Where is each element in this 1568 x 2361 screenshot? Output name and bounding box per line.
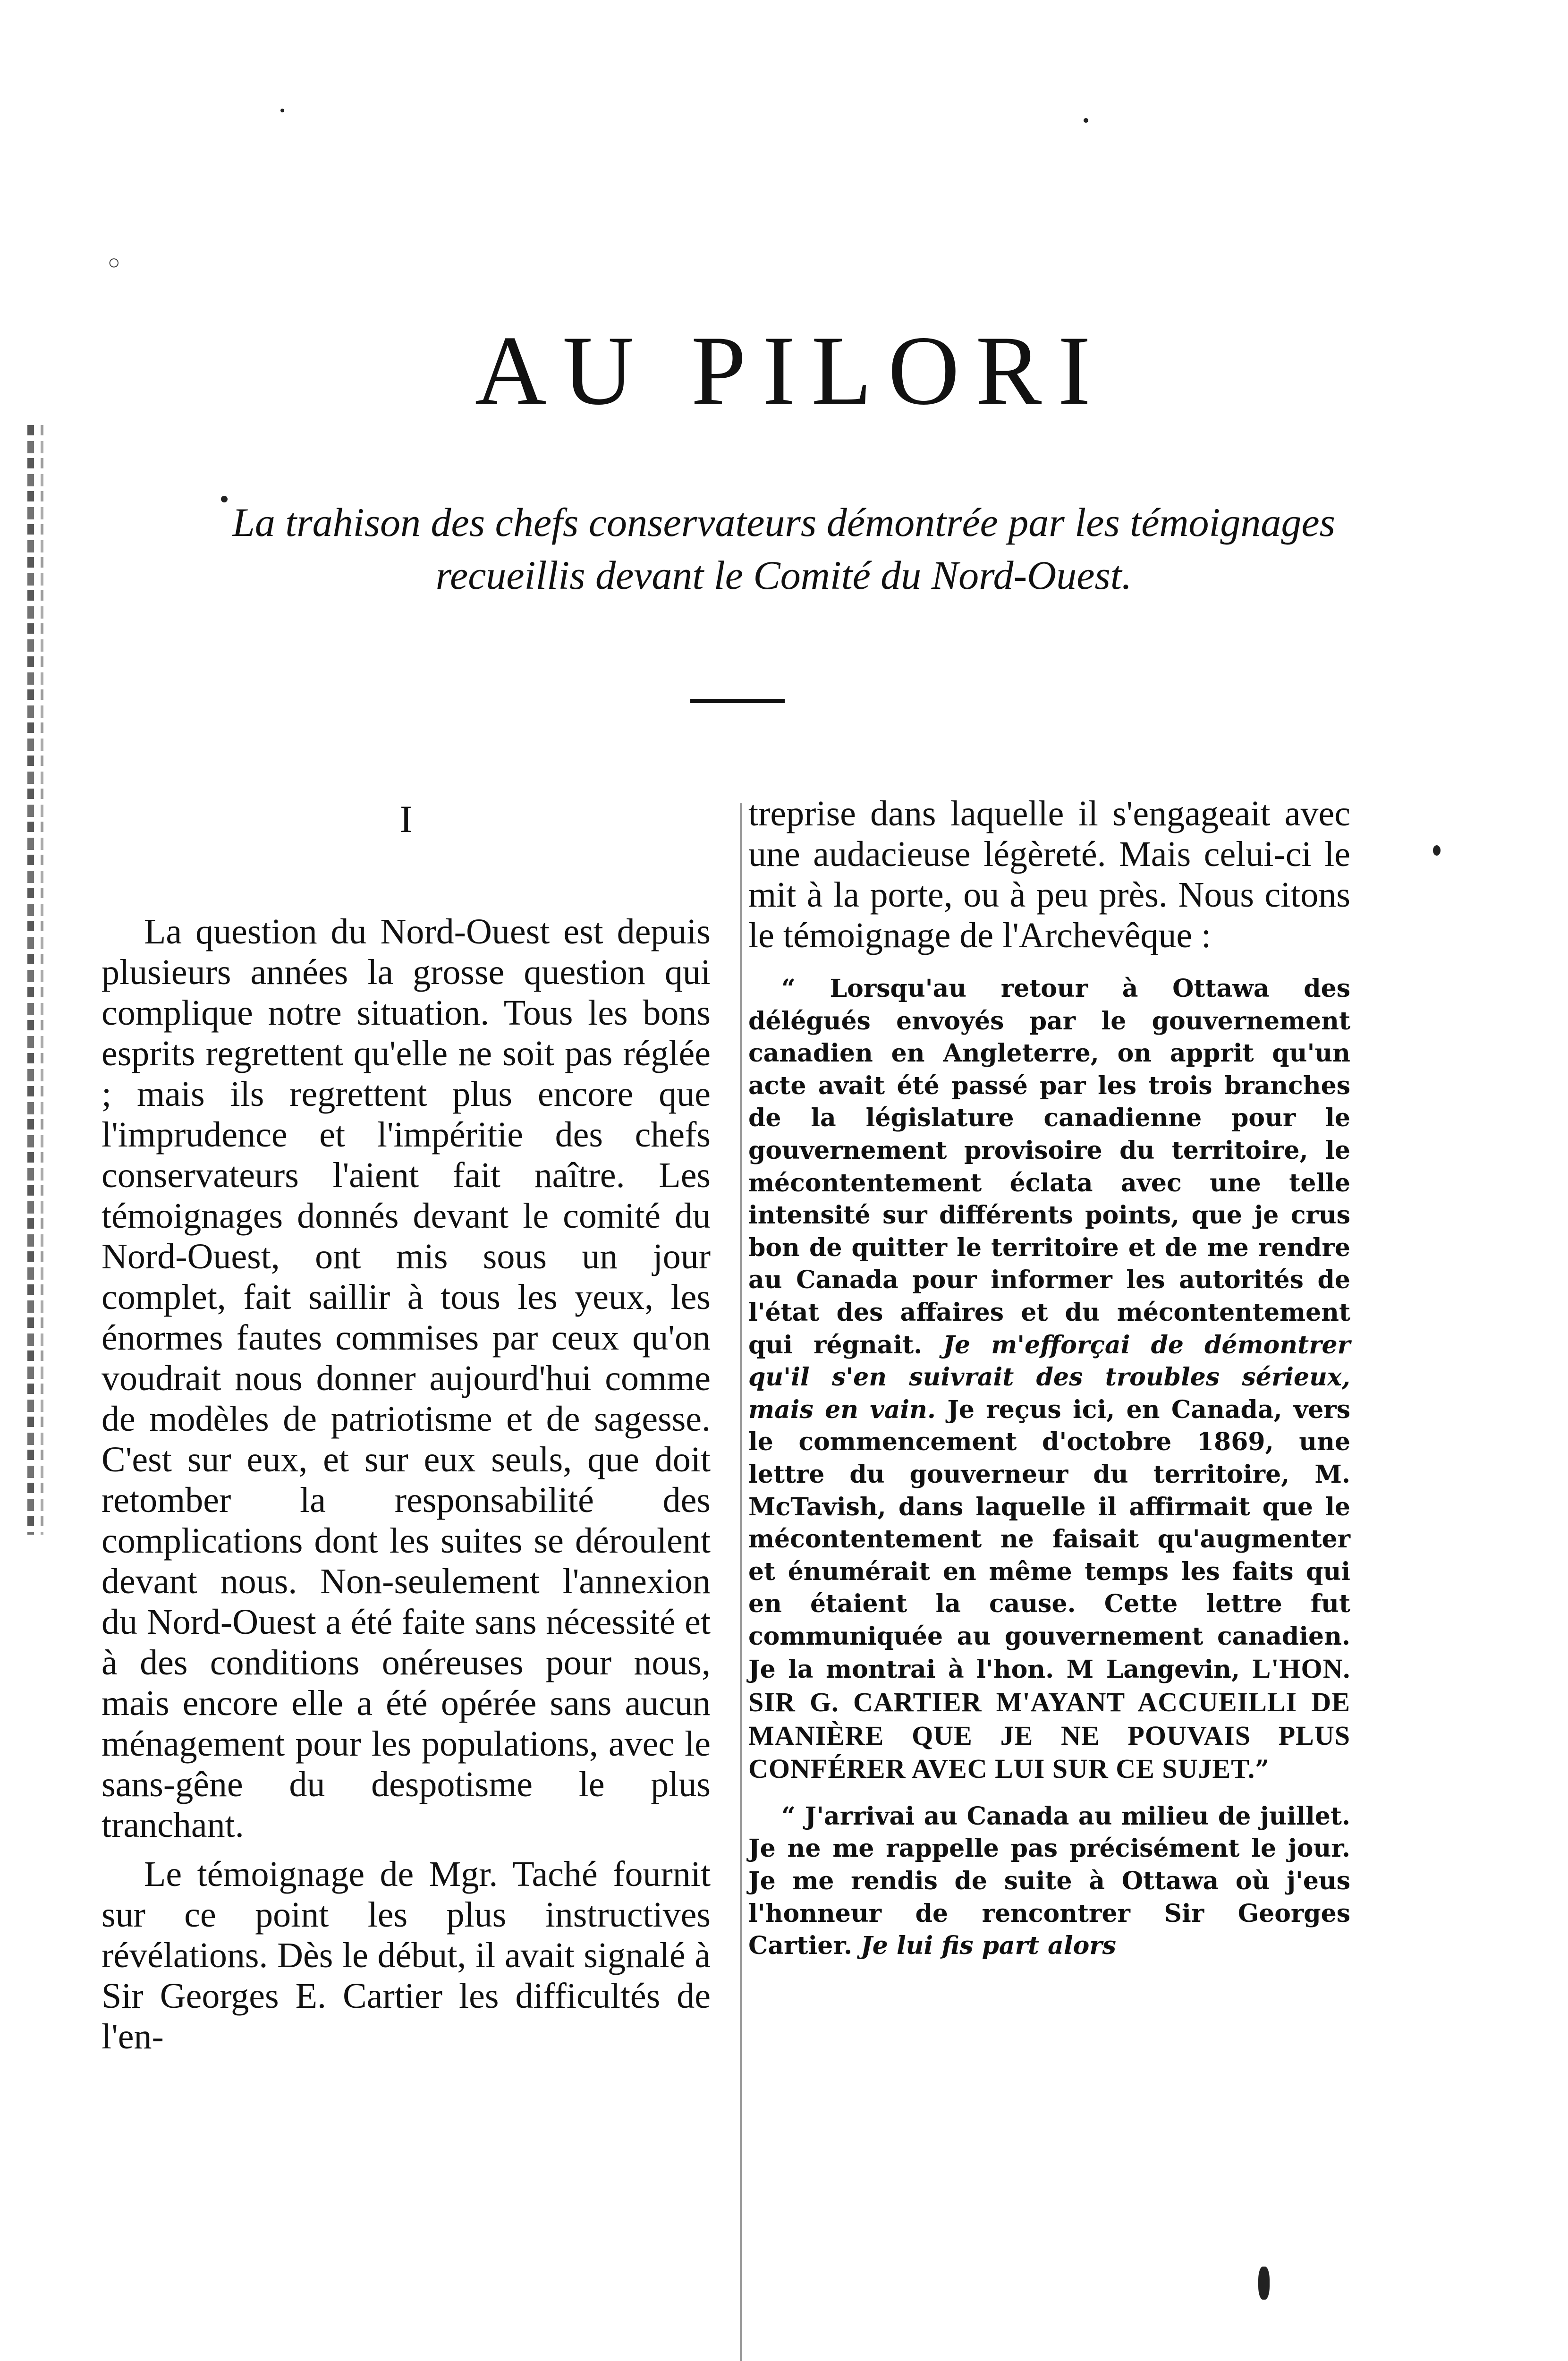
- subtitle-line-2: recueillis devant le Comité du Nord-Ouest.: [435, 552, 1132, 598]
- title-divider-rule: [690, 699, 785, 703]
- left-paragraph-1: La question du Nord-Ouest est depuis plusieurs années la grosse question qui complique notre situation. Tous les bons esprits regrettent qu'elle ne soit pas réglée ; mais ils regrettent plus encore que l'imprudence et l'impéritie des chefs conservateurs l'aient fait naître. Les témoignages donnés devant le comité du Nord-Ouest, ont mis sous un jour complet, fait saillir à tous les yeux, les énormes fautes commises par ceux qu'on voudrait nous donner aujourd'hui comme de modèles de patriotisme et de sagesse. C'est sur eux, et sur eux seuls, que doit retomber la responsabilité des complications dont les suites se déroulent devant nous. Non-seulement l'annexion du Nord-Ouest a été faite sans nécessité et à des conditions onéreuses pour nous, mais encore elle a été opérée sans aucun ménagement pour les populations, avec le sans-gêne du despotisme le plus tranchant.: [102, 912, 711, 1845]
- quote-1-capitals: L'HON. SIR G. CARTIER M'AYANT ACCUEILLI DE MANIÈRE QUE JE NE POUVAIS PLUS CONFÉRER AVEC LUI SUR CE SUJET.: [748, 1653, 1350, 1784]
- quote-2-text-a: “ J'arrivai au Canada au milieu de juillet. Je ne me rappelle pas précisément le jour. Je me rendis de suite à Ottawa où j'eus l'honneur de rencontrer Sir Georges Cartier.: [748, 1801, 1350, 1961]
- page-subtitle: [76, 496, 1492, 602]
- scan-speck: [1258, 2267, 1270, 2300]
- scan-edge-noise: [27, 425, 34, 1535]
- right-column: [748, 793, 1350, 1962]
- scan-mark-circle: ○: [108, 251, 120, 274]
- quote-1-text-b: Je reçus ici, en Canada, vers le commencement d'octobre 1869, une lettre du gouverneur du territoire, M. McTavish, dans laquelle il affirmait que le mécontentement ne faisait qu'augmenter et énumérait en même temps les faits qui en étaient la cause. Cette lettre fut communiquée au gouvernement canadien. Je la montrai à l'hon. M Langevin,: [748, 1395, 1350, 1684]
- section-number: I: [399, 798, 413, 841]
- quote-1-italic: Je m'efforçai de démontrer qu'il s'en suivrait des troubles sérieux, mais en vain.: [748, 1330, 1350, 1424]
- quote-archbishop-1: [748, 973, 1350, 1786]
- scan-edge-noise-thin: [41, 425, 43, 1535]
- column-divider: [740, 803, 742, 2361]
- quote-1-text-a: “ Lorsqu'au retour à Ottawa des délégués envoyés par le gouvernement canadien en Angleterre, on apprit qu'un acte avait été passé par les trois branches de la législature canadienne pour le gouvernement provisoire du territoire, le mécontentement éclata avec une telle intensité sur différents points, que je crus bon de quitter le territoire et de me rendre au Canada pour informer les autorités de l'état des affaires et du mécontentement qui régnait.: [748, 974, 1350, 1359]
- quote-2-italic: Je lui fis part alors: [861, 1931, 1116, 1961]
- scan-speck: [1433, 845, 1441, 856]
- left-column: [102, 798, 711, 2057]
- page-title: AU PILORI: [475, 316, 1107, 425]
- quote-archbishop-2: [748, 1800, 1350, 1962]
- left-paragraph-2: Le témoignage de Mgr. Taché fournit sur ce point les plus instructives révélations. Dès le début, il avait signalé à Sir Georges E. Cartier les difficultés de l'en-: [102, 1854, 711, 2056]
- quote-1-close-mark: ”: [1255, 1755, 1269, 1784]
- scan-speck: [1084, 118, 1088, 123]
- subtitle-line-1: La trahison des chefs conservateurs démontrée par les témoignages: [232, 500, 1336, 545]
- scan-speck: [280, 109, 284, 112]
- right-continuation-paragraph: treprise dans laquelle il s'engageait avec une audacieuse légèreté. Mais celui-ci le mit à la porte, ou à peu près. Nous citons le témoignage de l'Archevêque :: [748, 794, 1350, 955]
